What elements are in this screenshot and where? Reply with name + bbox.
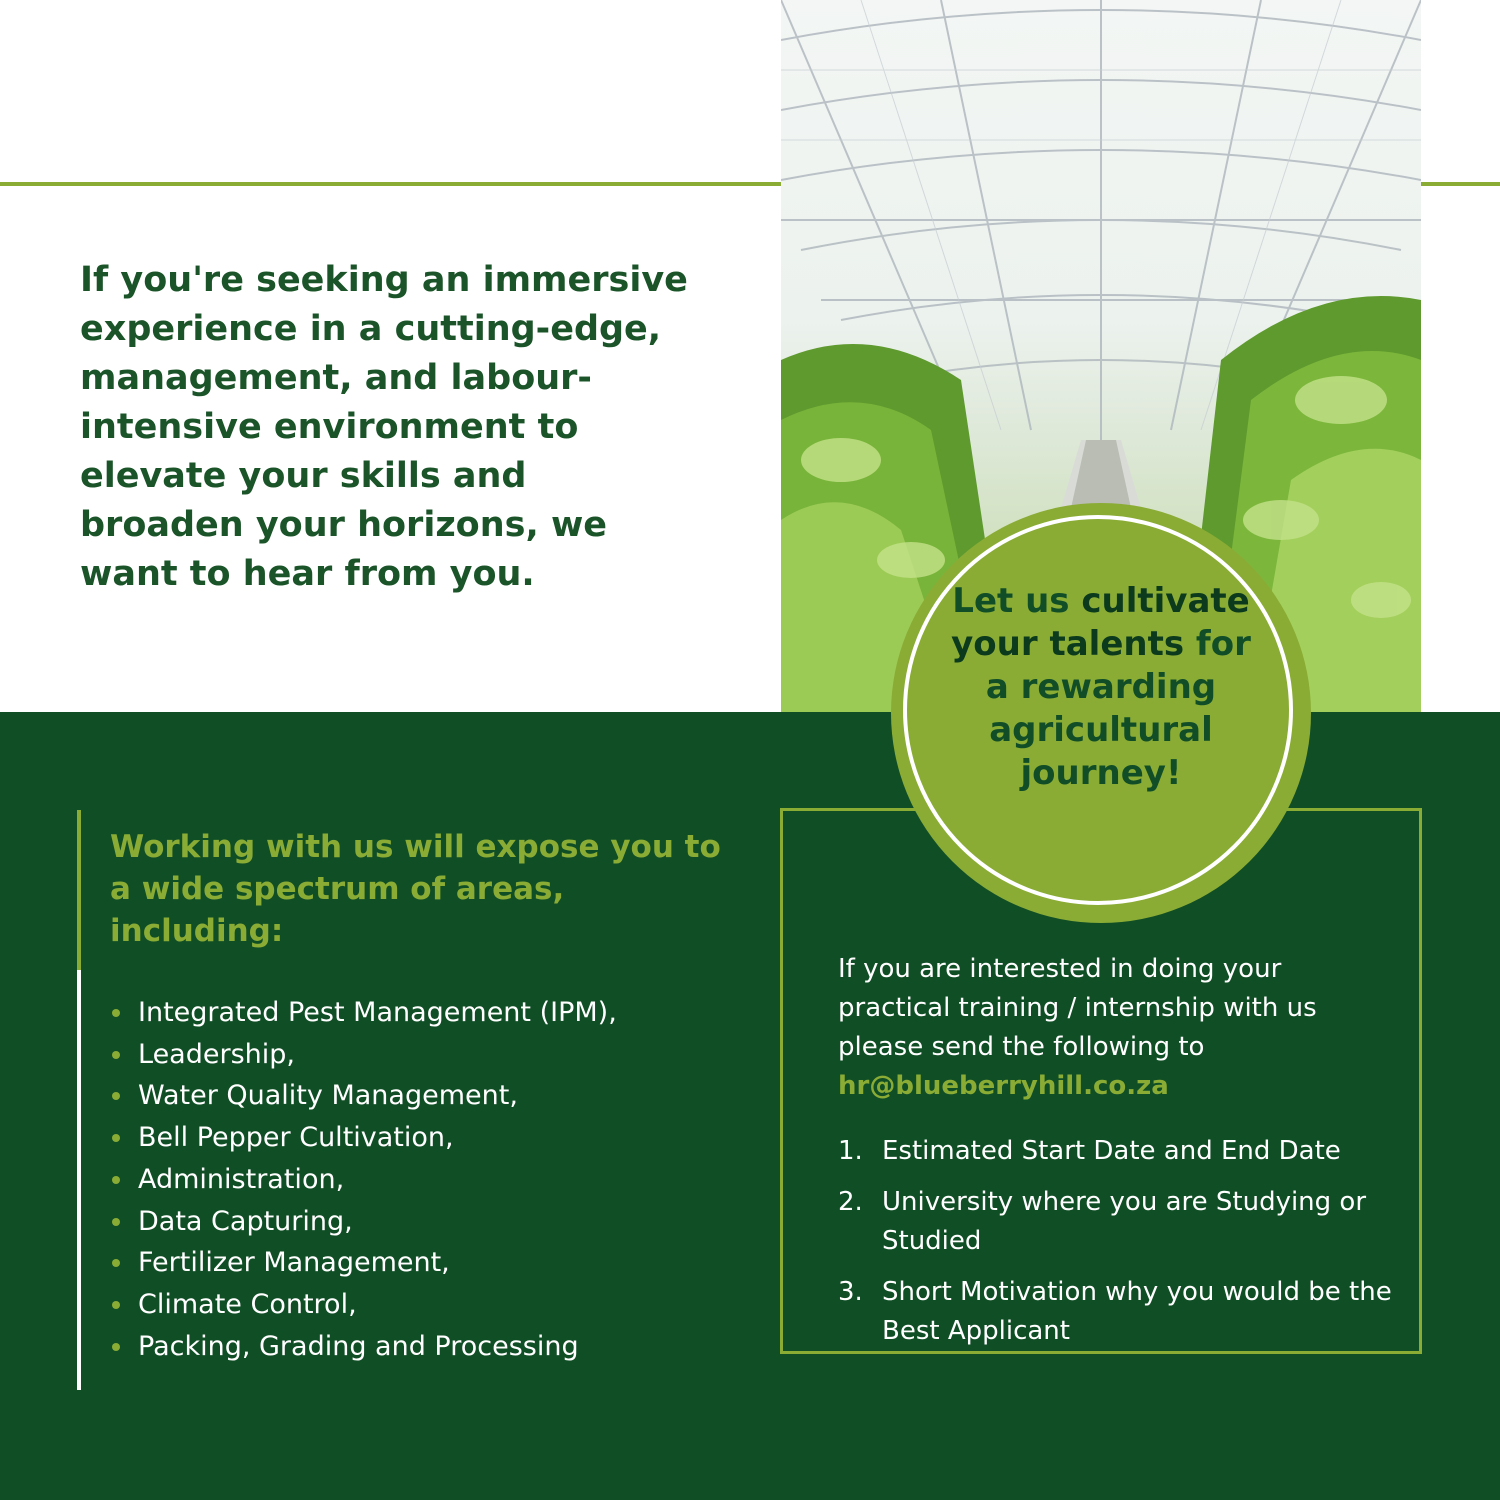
tagline-part2: for a rewarding agricultural journey!	[985, 624, 1251, 793]
list-item	[838, 1183, 1398, 1261]
list-item	[110, 1326, 617, 1368]
list-item-label: Data Capturing,	[138, 1205, 353, 1237]
list-number: 1.	[838, 1136, 863, 1166]
list-item-label: Water Quality Management,	[138, 1080, 518, 1112]
list-item	[110, 1201, 617, 1243]
list-item	[110, 1075, 617, 1117]
list-item-label: Fertilizer Management,	[138, 1247, 450, 1279]
list-item-label: Leadership,	[138, 1038, 295, 1070]
bullet-icon	[112, 1092, 120, 1100]
list-item-label: Estimated Start Date and End Date	[882, 1136, 1341, 1166]
list-item-label: Climate Control,	[138, 1288, 357, 1320]
contact-text: If you are interested in doing your practical training / internship with us please send the following to	[838, 954, 1317, 1062]
accent-bar	[77, 810, 81, 970]
list-item	[110, 1159, 617, 1201]
bullet-icon	[112, 1176, 120, 1184]
bullet-icon	[112, 1343, 120, 1351]
requirements-list	[838, 1132, 1398, 1363]
tagline	[946, 580, 1256, 795]
list-item	[838, 1273, 1398, 1351]
list-number: 3.	[838, 1277, 863, 1307]
list-item	[110, 1034, 617, 1076]
list-item-label: Bell Pepper Cultivation,	[138, 1122, 454, 1154]
bullet-icon	[112, 1134, 120, 1142]
list-item	[110, 1242, 617, 1284]
list-item	[110, 992, 617, 1034]
list-item	[838, 1132, 1398, 1171]
tagline-part1: Let us	[952, 581, 1082, 621]
bullet-icon	[112, 1051, 120, 1059]
list-item-label: Integrated Pest Management (IPM),	[138, 997, 617, 1028]
email-link[interactable]: hr@blueberryhill.co.za	[838, 1071, 1169, 1101]
areas-list	[110, 992, 617, 1367]
list-item-label: Short Motivation why you would be the Best Applicant	[882, 1277, 1392, 1346]
bullet-icon	[112, 1009, 120, 1017]
list-item-label: Administration,	[138, 1163, 345, 1195]
list-item	[110, 1117, 617, 1159]
list-item-label: University where you are Studying or Studied	[882, 1187, 1367, 1256]
areas-heading: Working with us will expose you to a wide spectrum of areas, including:	[110, 829, 721, 949]
list-number: 2.	[838, 1187, 863, 1217]
intro-text: If you're seeking an immersive experience in a cutting-edge, management, and labour-intensive environment to elevate your skills and broaden your horizons, we want to hear from you.	[80, 260, 688, 594]
list-item	[110, 1284, 617, 1326]
bullet-icon	[112, 1259, 120, 1267]
bullet-icon	[112, 1218, 120, 1226]
bullet-icon	[112, 1301, 120, 1309]
list-item-label: Packing, Grading and Processing	[138, 1330, 579, 1362]
list-bar	[77, 970, 81, 1390]
tagline-highlight: cultivate your talents	[951, 581, 1250, 664]
